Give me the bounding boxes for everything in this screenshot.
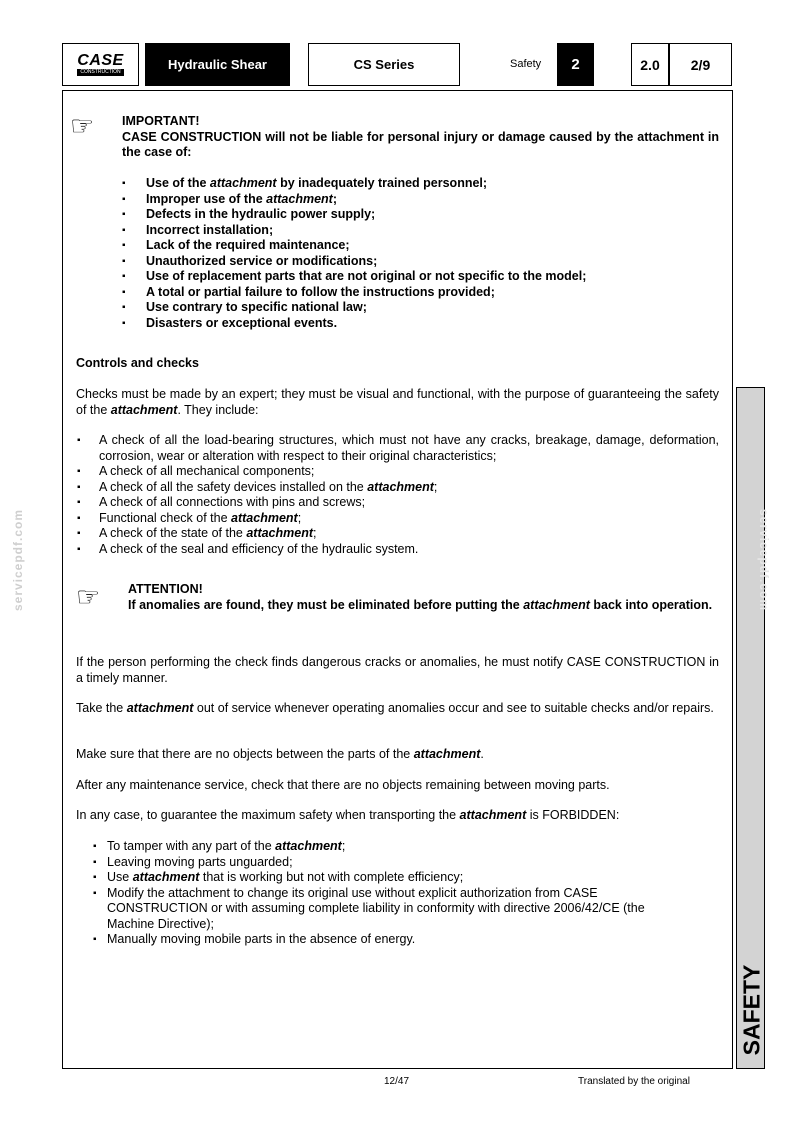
section-number: 2.0 xyxy=(631,43,669,86)
watermark-left: servicepdf.com xyxy=(11,508,25,612)
controls-list-item: ▪ A check of all the safety devices installed on the attachment; xyxy=(99,480,719,496)
forbidden-list-item: ▪ Manually moving mobile parts in the absence of energy. xyxy=(107,932,689,948)
important-list-item: ▪ Lack of the required maintenance; xyxy=(146,238,719,254)
important-list-item: ▪ Use of replacement parts that are not original or not specific to the model; xyxy=(146,269,719,285)
controls-list-item: ▪ Functional check of the attachment; xyxy=(99,511,719,527)
attention-notice: ATTENTION! If anomalies are found, they must be eliminated before putting the attachment back into operation. xyxy=(128,582,719,613)
important-list-item: ▪ Disasters or exceptional events. xyxy=(146,316,719,332)
forbidden-list-item: ▪ Modify the attachment to change its original use without explicit authorization from CASE CONSTRUCTION or with assuming complete liability in conformity with directive 2006/42/CE (the Machine Directive); xyxy=(107,886,689,933)
document-series: CS Series xyxy=(308,43,460,86)
footer-note: Translated by the original xyxy=(578,1076,690,1087)
controls-list-item: ▪ A check of all the load-bearing structures, which must not have any cracks, breakage, damage, deformation, corrosion, wear or alteration with respect to their original characteristics; xyxy=(99,433,719,464)
important-list-item: ▪ Improper use of the attachment; xyxy=(146,192,719,208)
controls-list-item: ▪ A check of the seal and efficiency of the hydraulic system. xyxy=(99,542,719,558)
side-tab-label: SAFETY xyxy=(738,964,764,1056)
watermark-right: servicepdf.com xyxy=(757,508,771,612)
chapter-number: 2 xyxy=(557,43,594,86)
paragraph-forbidden-intro: In any case, to guarantee the maximum safety when transporting the attachment is FORBIDDEN: xyxy=(76,808,620,822)
logo-subtext: CONSTRUCTION xyxy=(77,69,123,76)
important-notice xyxy=(122,114,719,161)
important-list-item: ▪ Unauthorized service or modifications; xyxy=(146,254,719,270)
controls-list-item: ▪ A check of the state of the attachment; xyxy=(99,526,719,542)
important-list-item: ▪ Defects in the hydraulic power supply; xyxy=(146,207,719,223)
forbidden-list-item: ▪ Leaving moving parts unguarded; xyxy=(107,855,689,871)
important-list-item: ▪ Use contrary to specific national law; xyxy=(146,300,719,316)
footer-page-number: 12/47 xyxy=(384,1076,410,1087)
forbidden-list-item: ▪ Use attachment that is working but not with complete efficiency; xyxy=(107,870,689,886)
important-list xyxy=(146,176,719,331)
forbidden-list-item: ▪ To tamper with any part of the attachment; xyxy=(107,839,689,855)
controls-list-item: ▪ A check of all mechanical components; xyxy=(99,464,719,480)
important-heading: IMPORTANT! xyxy=(122,114,200,128)
important-text: CASE CONSTRUCTION will not be liable for personal injury or damage caused by the attachment in the case of: xyxy=(122,129,719,159)
controls-heading: Controls and checks xyxy=(76,356,199,370)
document-title: Hydraulic Shear xyxy=(145,43,290,86)
side-tab xyxy=(736,387,765,1069)
case-logo xyxy=(62,43,139,86)
controls-intro: Checks must be made by an expert; they must be visual and functional, with the purpose of guaranteeing the safety of the attachment. They include: xyxy=(76,387,719,417)
section-page: 2/9 xyxy=(669,43,732,86)
paragraph-after-maintenance: After any maintenance service, check that there are no objects remaining between moving parts. xyxy=(76,778,610,792)
forbidden-list xyxy=(107,839,689,948)
logo-text: CASE xyxy=(77,52,124,69)
controls-list-item: ▪ A check of all connections with pins and screws; xyxy=(99,495,719,511)
section-label: Safety xyxy=(510,58,542,70)
paragraph-no-objects: Make sure that there are no objects between the parts of the attachment. xyxy=(76,747,484,761)
important-list-item: ▪ Use of the attachment by inadequately trained personnel; xyxy=(146,176,719,192)
pointing-hand-icon: ☞ xyxy=(76,582,101,612)
attention-heading: ATTENTION! xyxy=(128,582,203,596)
pointing-hand-icon: ☞ xyxy=(70,111,95,141)
controls-list xyxy=(99,433,719,557)
paragraph-notify: If the person performing the check finds dangerous cracks or anomalies, he must notify CASE CONSTRUCTION in a timely manner. xyxy=(76,655,719,685)
important-list-item: ▪ Incorrect installation; xyxy=(146,223,719,239)
important-list-item: ▪ A total or partial failure to follow the instructions provided; xyxy=(146,285,719,301)
paragraph-out-of-service: Take the attachment out of service whenever operating anomalies occur and see to suitable checks and/or repairs. xyxy=(76,701,714,715)
